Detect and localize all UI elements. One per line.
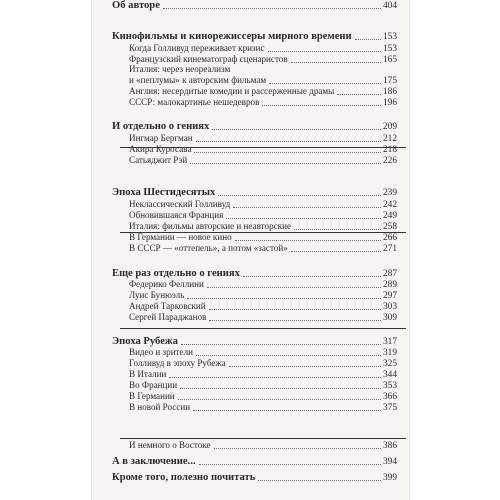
toc-entry <box>129 210 397 221</box>
toc-page-number: 266 <box>382 233 397 244</box>
dot-leader <box>196 355 381 356</box>
toc-entry <box>129 402 397 413</box>
dot-leader <box>193 410 381 411</box>
dot-leader <box>214 448 381 449</box>
toc-entry <box>129 133 397 144</box>
toc-entry-title: В СССР — «оттепель», а потом «застой» <box>129 243 288 254</box>
toc-page-number: 394 <box>382 457 397 468</box>
toc-page-number: 226 <box>382 155 397 166</box>
toc-entry <box>129 232 397 243</box>
toc-page-number: 317 <box>382 336 397 347</box>
book-page <box>92 0 409 500</box>
toc-page-number: 153 <box>382 32 397 42</box>
dot-leader <box>209 309 381 310</box>
dot-leader <box>218 195 381 196</box>
dot-leader <box>212 129 381 130</box>
toc-entry <box>129 301 397 312</box>
toc-page-number: 303 <box>382 301 397 312</box>
dot-leader <box>291 62 381 63</box>
dot-leader <box>199 464 381 465</box>
toc-entry-title: Во Франции <box>129 379 178 390</box>
toc-entry <box>129 97 397 108</box>
dot-leader <box>337 94 381 95</box>
toc-page-number: 399 <box>382 473 397 483</box>
toc-entry <box>129 369 397 380</box>
toc-entry-title: В Германии — новое кино <box>129 232 232 243</box>
toc-entry <box>129 86 397 97</box>
dot-leader <box>194 152 381 153</box>
toc-entry-title: Сергей Параджанов <box>129 311 207 322</box>
toc-entry <box>129 155 397 166</box>
dot-leader <box>209 320 381 321</box>
dot-leader <box>262 105 381 106</box>
section-rule <box>120 147 406 148</box>
toc-entry-title: и «пеплумы» к авторским фильмам <box>129 75 267 86</box>
toc-page-number: 165 <box>382 54 397 65</box>
toc-page-number: 366 <box>382 391 397 402</box>
toc-entry <box>129 312 397 323</box>
toc-page-number: 289 <box>382 279 397 290</box>
toc-section-heading <box>112 268 397 279</box>
toc-page-number: 297 <box>382 290 397 301</box>
toc-entry-title: В Германии <box>129 390 175 401</box>
dot-leader <box>294 229 381 230</box>
dot-leader <box>190 163 381 164</box>
toc-entry <box>129 391 397 402</box>
dot-leader <box>181 344 381 345</box>
dot-leader <box>258 480 381 481</box>
toc-entry-title: Италия: через неореализм <box>129 64 231 75</box>
dot-leader <box>233 207 381 208</box>
toc-page-number: 353 <box>382 380 397 391</box>
toc-page-number: 196 <box>382 98 397 109</box>
toc-entry <box>129 347 397 358</box>
toc-entry-title: И отдельно о гениях <box>112 120 210 132</box>
toc-entry <box>129 440 397 451</box>
toc-entry <box>129 380 397 391</box>
dot-leader <box>243 276 381 277</box>
toc-page-number: 218 <box>382 144 397 155</box>
dot-leader <box>235 240 381 241</box>
toc-entry-title: Кроме того, полезно почитать <box>112 472 256 483</box>
toc-entry-title: Сатьяджит Рэй <box>129 154 188 165</box>
toc-page-number: 209 <box>382 121 397 132</box>
toc-entry <box>129 144 397 155</box>
toc-entry-title: В новой России <box>129 401 191 412</box>
toc-entry-title: Ингмар Бергман <box>129 132 193 143</box>
dot-leader <box>163 8 381 9</box>
toc-page-number: 344 <box>382 369 397 380</box>
toc-page-number: 319 <box>382 347 397 358</box>
toc-entry <box>129 221 397 232</box>
table-of-contents <box>92 0 409 500</box>
dot-leader <box>178 399 381 400</box>
toc-entry-title: Эпоха Рубежа <box>112 335 178 347</box>
toc-entry-title: Голливуд в эпоху Рубежа <box>129 357 226 368</box>
toc-entry <box>129 199 397 210</box>
toc-section-heading <box>112 336 397 347</box>
toc-page-number: 186 <box>382 87 397 98</box>
toc-entry-title: Луис Бунюэль <box>129 289 185 300</box>
toc-entry <box>129 43 397 54</box>
toc-page-number: 212 <box>382 133 397 144</box>
toc-entry-title: Италия: фильмы авторские и неавторские <box>129 221 291 232</box>
dot-leader <box>355 39 381 40</box>
toc-page-number: 239 <box>382 188 397 199</box>
toc-page-number: 242 <box>382 200 397 211</box>
section-rule <box>120 438 406 439</box>
toc-entry-title: Акира Куросава <box>129 143 192 154</box>
toc-entry-title: Французский кинематограф сценаристов <box>129 53 288 64</box>
toc-entry-title: Эпоха Шестидесятых <box>112 187 216 199</box>
dot-leader <box>226 218 381 219</box>
dot-leader <box>268 51 381 52</box>
toc-page-number: 309 <box>382 312 397 323</box>
section-rule <box>120 328 406 329</box>
toc-entry <box>129 290 397 301</box>
toc-entry <box>129 243 397 254</box>
dot-leader <box>187 298 381 299</box>
toc-page-number: 153 <box>382 43 397 54</box>
toc-section-heading <box>112 31 397 42</box>
dot-leader <box>196 141 381 142</box>
toc-entry-title: Кинофильмы и кинорежиссеры мирного времени <box>112 31 352 42</box>
toc-page-number: 258 <box>382 222 397 233</box>
toc-section-heading <box>112 456 397 467</box>
toc-entry-title: А в заключение... <box>112 456 196 468</box>
dot-leader <box>291 251 381 252</box>
toc-page-number: 287 <box>382 268 397 279</box>
toc-entry <box>129 279 397 290</box>
toc-entry-title: Обновившаяся Франция <box>129 210 224 221</box>
toc-entry-title: Когда Голливуд переживает кризис <box>129 42 265 53</box>
toc-section-heading <box>112 0 397 11</box>
dot-leader <box>229 366 381 367</box>
toc-entry <box>129 75 397 86</box>
toc-section-heading <box>112 121 397 132</box>
toc-entry-title: Англия: несердитые комедии и рассерженные драмы <box>129 86 335 97</box>
toc-entry-title: Видео и зрители <box>129 346 193 357</box>
toc-section-heading <box>112 187 397 198</box>
toc-page-number: 271 <box>382 244 397 255</box>
section-rule <box>120 232 406 233</box>
toc-page-number: 249 <box>382 211 397 222</box>
toc-page-number: 175 <box>382 76 397 87</box>
toc-entry-title: Федерико Феллини <box>129 278 204 289</box>
toc-entry-title: Об авторе <box>112 0 160 11</box>
toc-entry-title: Андрей Тарковский <box>129 300 206 311</box>
toc-page-number: 375 <box>382 402 397 413</box>
dot-leader <box>207 287 381 288</box>
toc-entry-title: И немного о Востоке <box>129 440 211 451</box>
toc-entry-title: Еще раз отдельно о гениях <box>112 267 240 279</box>
toc-section-heading <box>112 472 397 483</box>
dot-leader <box>269 83 381 84</box>
dot-leader <box>180 388 381 389</box>
toc-entry <box>129 64 397 74</box>
dot-leader <box>169 377 381 378</box>
toc-page-number: 386 <box>382 441 397 452</box>
toc-entry-title: Неклассический Голливуд <box>129 199 231 210</box>
toc-page-number: 325 <box>382 358 397 369</box>
toc-page-number: 404 <box>382 1 397 11</box>
toc-entry-title: СССР: малокартинье нешедевров <box>129 97 260 108</box>
toc-entry-title: В Италии <box>129 368 167 379</box>
toc-entry <box>129 358 397 369</box>
